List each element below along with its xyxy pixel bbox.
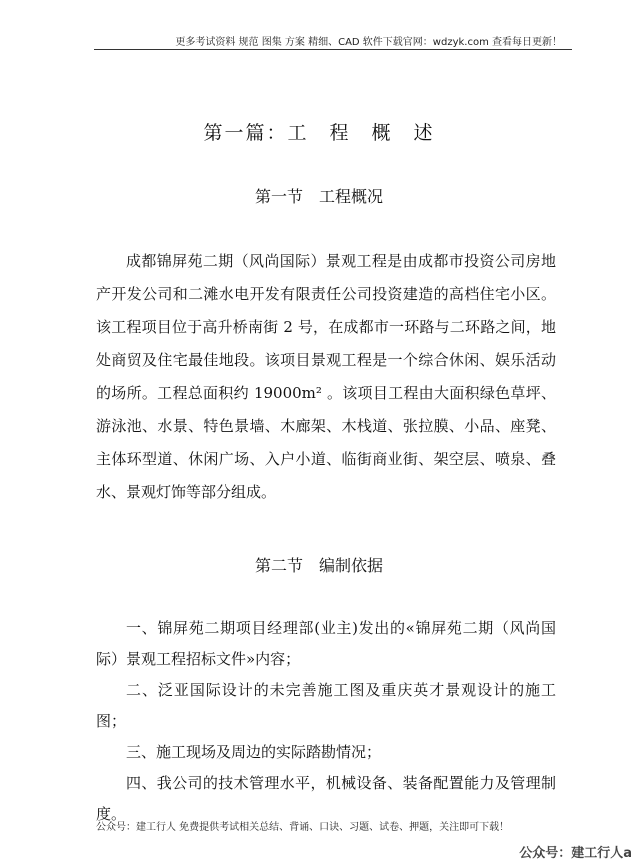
watermark-label: 公众号：建工行人a (519, 846, 632, 861)
list-item: 一、锦屏苑二期项目经理部(业主)发出的«锦屏苑二期（风尚国际）景观工程招标文件»内容； (96, 619, 556, 668)
section-heading-basis: 第二节 编制依据 (254, 556, 383, 575)
list-item: 二、泛亚国际设计的未完善施工图及重庆英才景观设计的施工图； (96, 681, 556, 730)
basis-list (96, 613, 556, 830)
list-item: 四、我公司的技术管理水平，机械设备、装备配置能力及管理制度。 (96, 774, 556, 823)
footer-notice: 公众号：建工行人 免费提供考试相关总结、背诵、口诀、习题、试卷、押题，关注即可下载！ (96, 822, 510, 833)
document-title: 第一篇：工 程 概 述 (203, 122, 435, 144)
header-notice: 更多考试资料 规范 图集 方案 精细、CAD 软件下载官网：wdzyk.com 查看每日更新！ (175, 37, 562, 48)
overview-paragraph: 成都锦屏苑二期（风尚国际）景观工程是由成都市投资公司房地产开发公司和二滩水电开发有限责任公司投资建造的高档住宅小区。该工程项目位于高升桥南街 2 号，在成都市一环路与二环路之间，地处商贸及住宅最佳地段。该项目景观工程是一个综合休闲、娱乐活动的场所。工程总面积约 19000m² 。该项目工程由大面积绿色草坪、游泳池、水景、特色景墙、木廊架、木栈道、张拉膜、小品、座凳、主体环型道、休闲广场、入户小道、临街商业街、架空层、喷泉、叠水、景观灯饰等部分组成。 (96, 252, 556, 501)
list-item: 三、施工现场及周边的实际踏勘情况； (126, 743, 382, 761)
header-divider (94, 49, 572, 50)
section-heading-overview: 第一节 工程概况 (254, 187, 383, 206)
